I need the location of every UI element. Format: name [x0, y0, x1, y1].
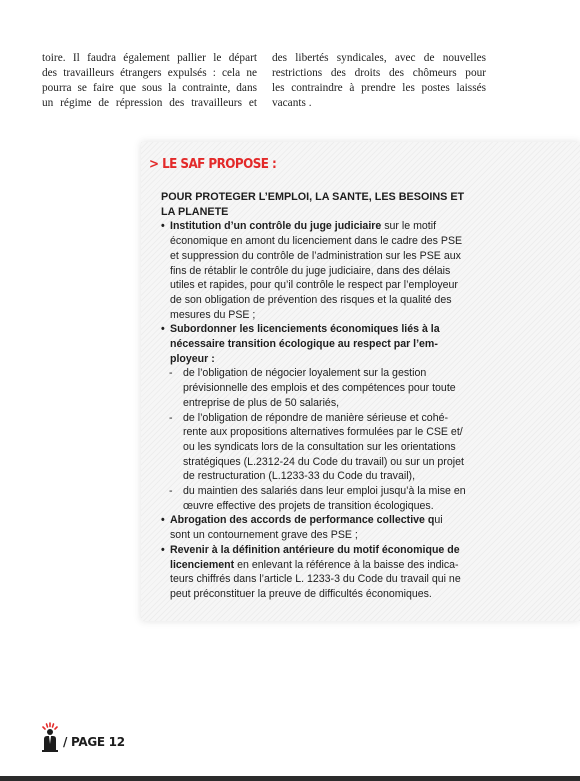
sub-item-1: - de l’obligation de négocier loyalement sur la gestion prévisionnelle des emplois et des compétences pour toute entreprise de plus de 50 salariés,	[169, 367, 456, 409]
text-line: des libertés syndicales, avec de nouvelles	[272, 52, 486, 64]
bullet-icon: •	[161, 543, 165, 556]
text-line: restrictions des droits des chômeurs pour	[272, 67, 486, 79]
text-line: vacants .	[272, 97, 312, 109]
text-line: toire. Il faudra également pallier le départ	[42, 52, 257, 64]
left-column-text	[42, 51, 257, 111]
bullet-icon: •	[161, 220, 165, 233]
box-subheading: POUR PROTEGER L’EMPLOI, LA SANTE, LES BESOINS ET LA PLANETE	[161, 191, 465, 218]
text-line: des travailleurs étrangers expulsés : cela ne	[42, 67, 257, 79]
proposal-item-3: • Abrogation des accords de performance collective qui sont un contournement grave des PSE ;	[161, 514, 443, 542]
text-line: pourra se faire que sous la contrainte, dans	[42, 82, 257, 94]
box-body	[161, 190, 473, 602]
bullet-icon: •	[161, 514, 165, 527]
bullet-icon: •	[161, 323, 165, 336]
bottom-rule	[0, 776, 580, 781]
box-heading: > LE SAF PROPOSE :	[149, 157, 277, 172]
right-column-text	[272, 51, 486, 111]
sub-item-2: - de l’obligation de répondre de manière sérieuse et cohé- rente aux propositions alternatives formulées par le CSE et/ ou les syndicats lors de la consultation sur les orientations stratégiques (L.2312-24 du Code du travail) ou sur un projet de restructuration (L.1233-33 du Code du travail),	[169, 411, 464, 483]
sub-item-3: - du maintien des salariés dans leur emploi jusqu’à la mise en œuvre effective des projets de transition écologiques.	[169, 485, 466, 512]
saf-proposals-box	[141, 142, 580, 621]
proposal-item-1: • Institution d’un contrôle du juge judiciaire sur le motif économique en amont du licenciement dans le cadre des PSE et suppression du contrôle de l’administration sur les PSE aux fins de rétablir le contrôle du juge judiciaire, dans des délais utiles et rapides, pour qu’il contrôle le respect par l’employeur de son obligation de prévention des risques et la qualité des mesures du PSE ;	[161, 220, 463, 321]
proposal-item-4: • Revenir à la définition antérieure du motif économique de licenciement en enlevant la référence à la baisse des indica- teurs chiffrés dans l’article L. 1233-3 du Code du travail qui ne peut préconstituer la preuve de difficultés économiques.	[161, 543, 461, 600]
saf-logo-icon	[40, 720, 60, 752]
proposal-item-2: • Subordonner les licenciements économiques liés à la nécessaire transition écologique au respect par l’em- ployeur :	[161, 323, 440, 365]
text-line: les contraindre à prendre les postes laissés	[272, 82, 486, 94]
page-number: / PAGE 12	[63, 735, 125, 749]
text-line: un régime de répression des travailleurs et	[42, 97, 257, 109]
